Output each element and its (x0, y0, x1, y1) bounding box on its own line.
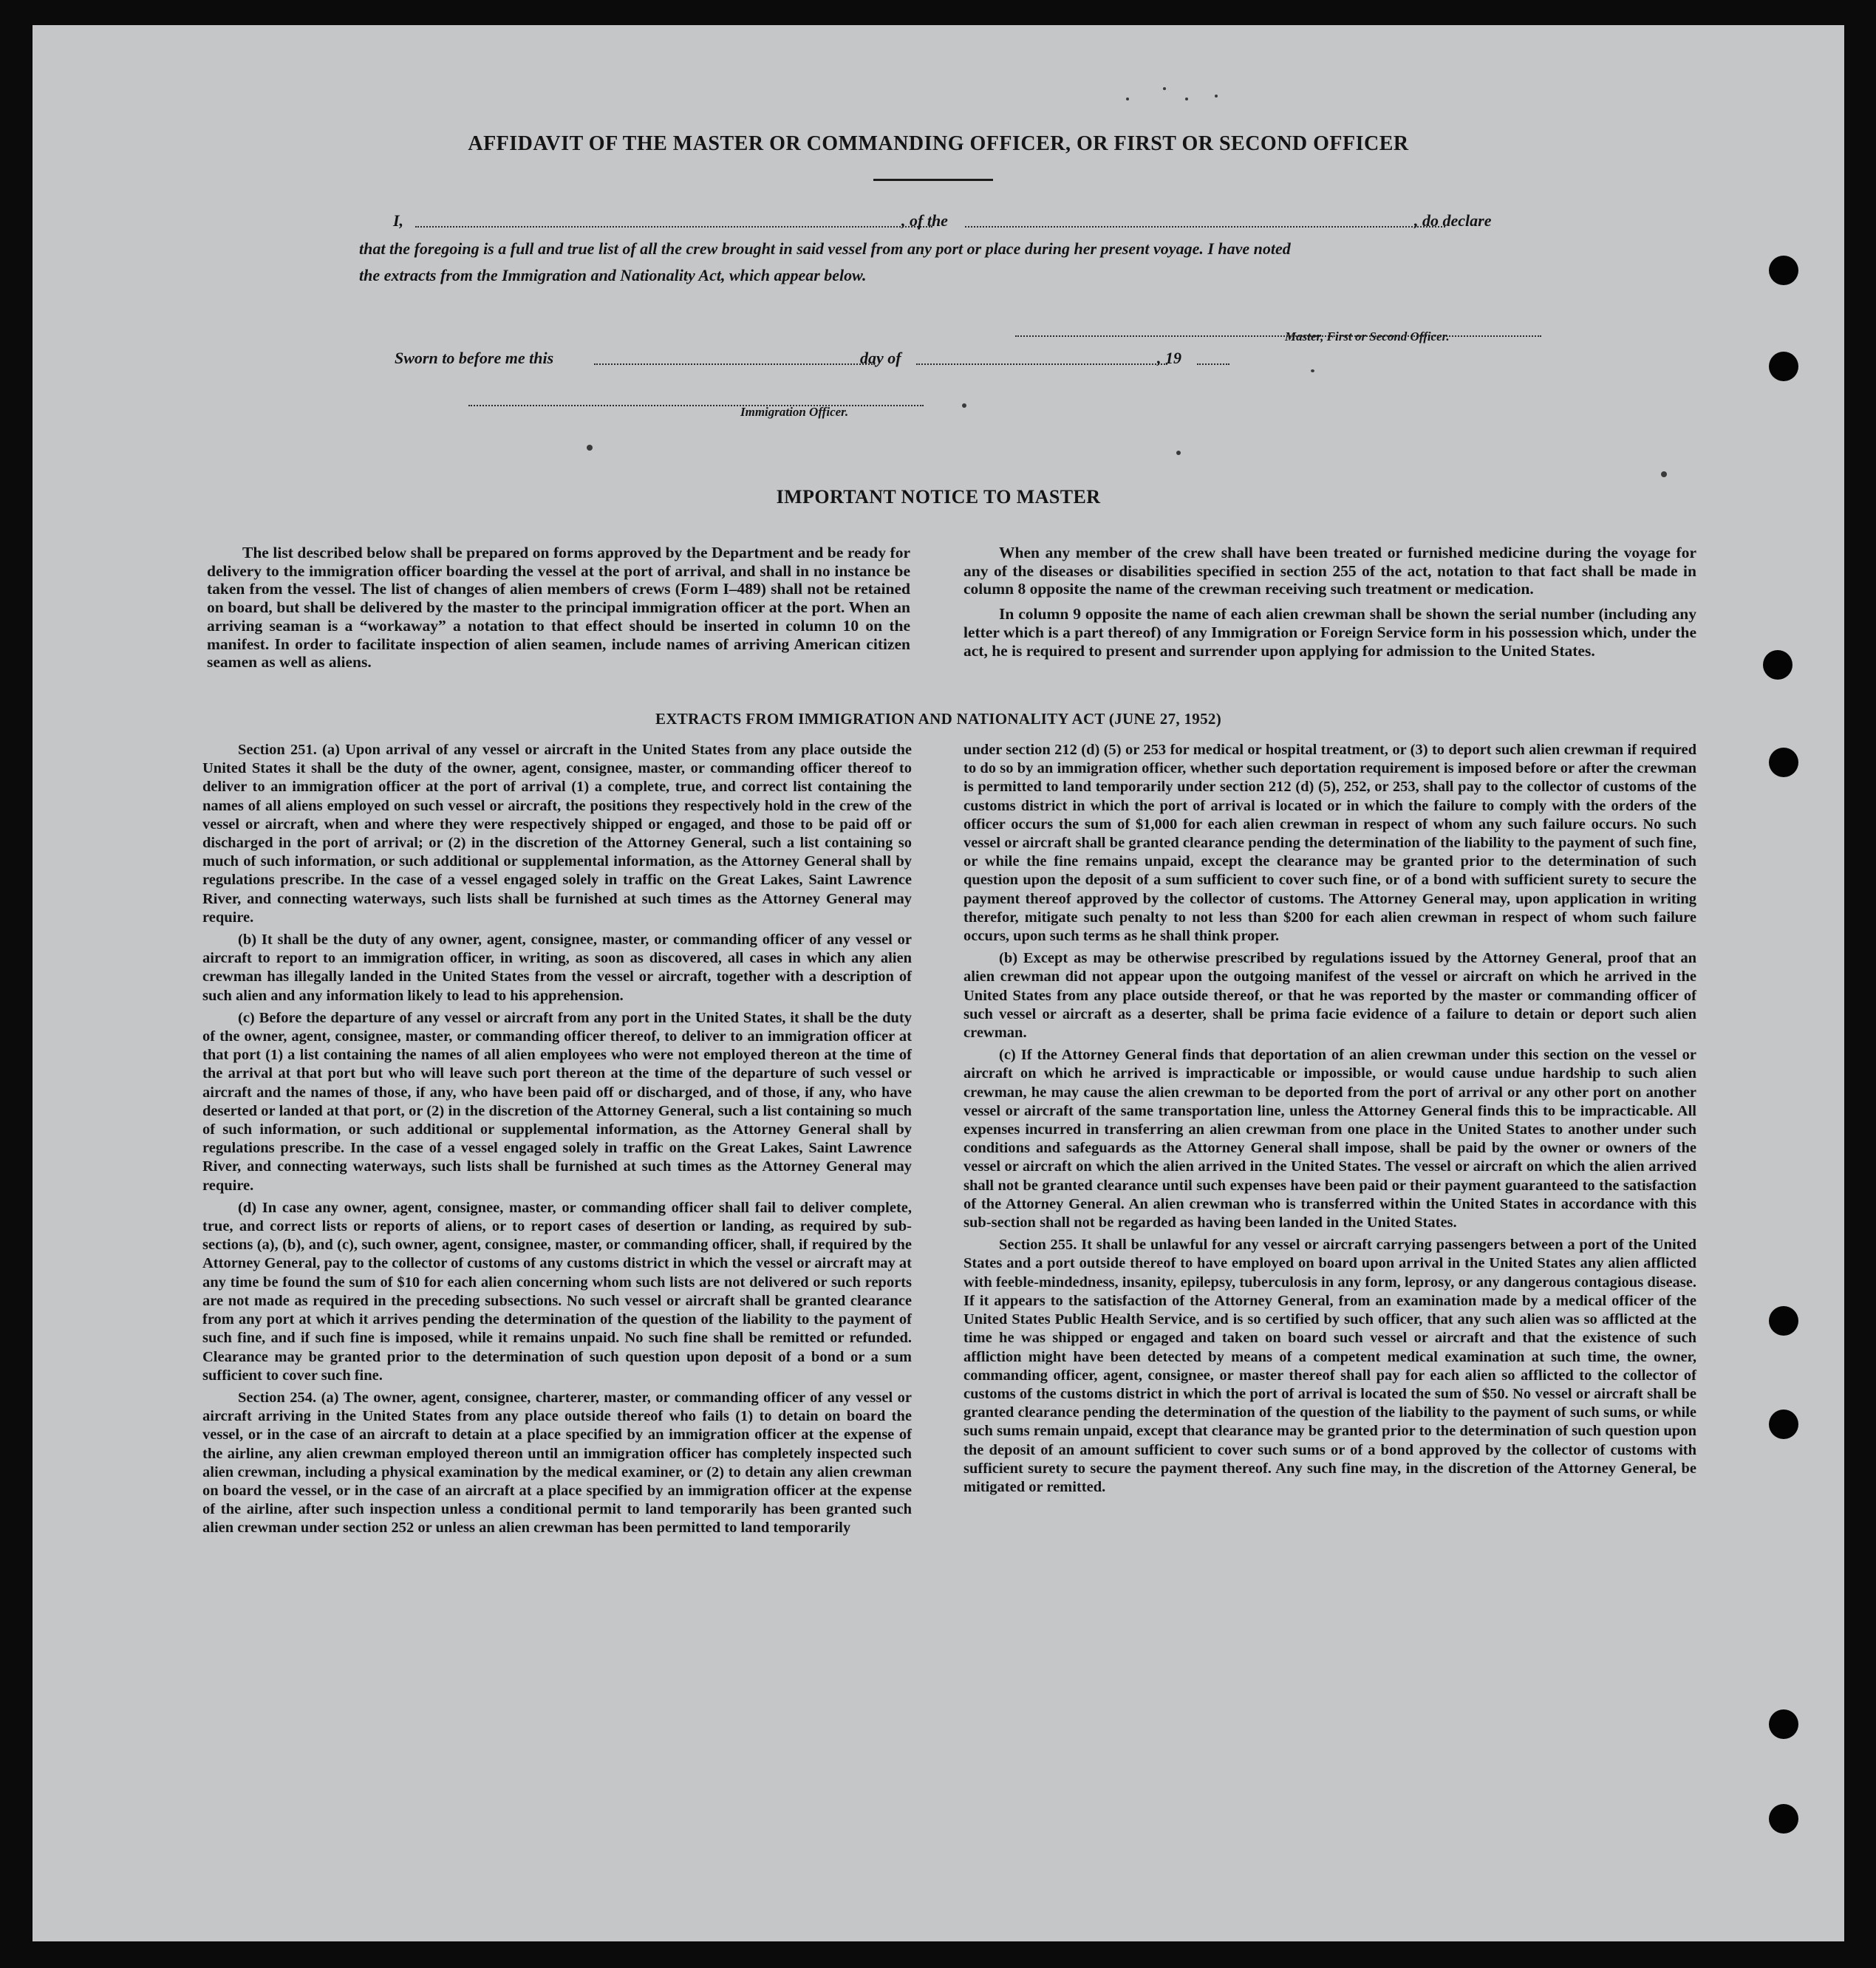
notice-left-column (207, 544, 910, 672)
section-254-c: (c) If the Attorney General finds that deportation of an alien crewman under this section on the vessel or aircraft on which he arrived is impracticable or impossible, or would cause undue hardship to such alien crewman, he may cause the alien crewman to be deported from the port of arrival or any other port on another vessel or aircraft of the same transportation line, unless the Attorney General finds this to be impracticable. All expenses incurred in transferring an alien crewman from one place in the United States to another under such conditions and safeguards as the Attorney General shall impose, shall be paid by the owner or owners of the vessel or aircraft on which the alien arrived in the United States. The vessel or aircraft on which the alien arrived shall not be granted clearance until such expenses have been paid or their payment guaranteed to the satisfaction of the Attorney General. An alien crewman who is transferred within the United States in accordance with this sub-section shall not be regarded as having been landed in the United States. (963, 1047, 1696, 1231)
extracts-right-column (963, 741, 1696, 1500)
section-251-c: (c) Before the departure of any vessel or aircraft from any port in the United States, it shall be the duty of the owner, agent, consignee, master, or commanding officer thereof, to deliver to an immigration officer at that port (1) a list containing the names of all alien employees who were not employed thereon at the time of the arrival at that port but who will leave such port thereon at the time of the departure of such vessel or aircraft and the names of those, if any, who have been paid off or discharged, and of those, if any, who have deserted or landed at that port, or (2) in the discretion of the Attorney General, such a list containing so much of such information, or such additional or supplemental information, as the Attorney General shall by regulations prescribe. In the case of a vessel engaged solely in traffic on the Great Lakes, Saint Lawrence River, and connecting waterways, such lists shall be furnished at such times as the Attorney General may require. (202, 1009, 912, 1194)
notice-right-column (963, 544, 1696, 660)
name-blank (415, 216, 932, 228)
notice-right-paragraph-2: In column 9 opposite the name of each alien crewman shall be shown the serial number (including any letter which is a part thereof) of any Immigration or Foreign Service form in his possession which, under the act, he is required to present and surrender upon applying for admission to the United States. (963, 605, 1696, 660)
document-page (33, 25, 1844, 1941)
punch-hole (1769, 256, 1798, 285)
sworn-label: Sworn to before me this (395, 349, 554, 367)
extracts-left-column (202, 741, 912, 1542)
declaration-of-the: , of the (901, 211, 948, 230)
section-251-a: Section 251. (a) Upon arrival of any vessel or aircraft in the United States from any place outside the United States it shall be the duty of the owner, agent, consignee, master, or commanding officer thereof to deliver to an immigration officer at the port of arrival (1) a complete, true, and correct list containing the names of all aliens employed on such vessel or aircraft, the positions they respectively hold in the crew of the vessel or aircraft, when and where they were respectively shipped or engaged, and those to be paid off or discharged in the port of arrival; or (2) in the discretion of the Attorney General, such a list containing so much of such information, or such additional or supplemental information, as the Attorney General shall by regulations prescribe. In the case of a vessel engaged solely in traffic on the Great Lakes, Saint Lawrence River, and connecting waterways, such lists shall be furnished at such times as the Attorney General may require. (202, 742, 912, 926)
declaration-line-2: that the foregoing is a full and true list of all the crew brought in said vessel from any port or place during her present voyage. I have noted (359, 239, 1291, 258)
section-254-a: Section 254. (a) The owner, agent, consignee, charterer, master, or commanding officer of any vessel or aircraft arriving in the United States from any place outside thereof who fails (1) to detain on board the vessel, or in the case of an aircraft to detain at a place specified by an immigration officer at the expense of the airline, any alien crewman employed thereon until an immigration officer has completely inspected such alien crewman, including a physical examination by the medical examiner, or (2) to detain any alien crewman on board the vessel, or in the case of an aircraft at a place specified by an immigration officer at the expense of the airline, after such inspection unless a conditional permit to land temporarily has been granted such alien crewman under section 252 or unless an alien crewman has been permitted to land temporarily (202, 1389, 912, 1537)
title-rule (873, 179, 993, 181)
vessel-blank (965, 216, 1445, 228)
section-254-b: (b) Except as may be otherwise prescribed by regulations issued by the Attorney General, proof that an alien crewman did not appear upon the outgoing manifest of the vessel or aircraft on which he arrived in the United States from any place outside thereof, or that he was reported by the master or commanding officer of such vessel or aircraft as a deserter, shall be prima facie evidence of a failure to detain or deport such alien crewman. (963, 950, 1696, 1042)
master-signature-label: Master, First or Second Officer. (1285, 329, 1450, 344)
day-blank (594, 353, 875, 365)
punch-hole (1769, 1410, 1798, 1439)
section-255: Section 255. It shall be unlawful for any vessel or aircraft carrying passengers between a port of the United States and a port outside thereof to have employed on board upon arrival in the United States any alien afflicted with feeble-mindedness, insanity, epilepsy, tuberculosis in any form, leprosy, or any dangerous contagious disease. If it appears to the satisfaction of the Attorney General, from an examination made by a medical officer of the United States Public Health Service, and is so certified by such officer, that any such alien was so afflicted at the time he was shipped or engaged and taken on board such vessel or aircraft and that the existence of such affliction might have been detected by means of a competent medical examination at such time, the owner, commanding officer, agent, consignee, or master thereof shall pay for each alien so afflicted to the collector of customs of the customs district in which the port of arrival is located the sum of $50. No vessel or aircraft shall be granted clearance pending the determination of the question of the liability to the payment of such sums, or while such sums remain unpaid, except that clearance may be granted prior to the determination of such question upon the deposit of an amount sufficient to cover such sums or of a bond approved by the collector of customs with sufficient surety to secure the payment thereof. Any such fine may, in the discretion of the Attorney General, be mitigated or remitted. (963, 1237, 1696, 1495)
declaration-do-declare: , do declare (1414, 211, 1492, 230)
punch-hole (1769, 748, 1798, 777)
scan-speck (1311, 369, 1314, 372)
punch-hole (1769, 1804, 1798, 1834)
day-of-label: day of (860, 349, 901, 367)
section-254-a-continued: under section 212 (d) (5) or 253 for medical or hospital treatment, or (3) to deport such alien crewman if required to do so by an immigration officer, whether such deportation requirement is imposed before or after the crewman is permitted to land temporarily under section 212 (d) (5), 252, or 253, shall pay to the collector of customs of the customs district in which the port of arrival is located or in which the failure to comply with the orders of the officer occurs the sum of $1,000 for each alien crewman in respect of whom any such failure occurs. No such vessel or aircraft shall be granted clearance pending the determination of the liability to the payment of such fine, or while the fine remains unpaid, except the clearance may be granted prior to the determination of such question upon the deposit of a sum sufficient to cover such fine, or of a bond with sufficient surety to secure the payment thereof approved by the collector of customs. The Attorney General may, upon application in writing therefor, mitigate such penalty to not less than $200 for each alien crewman in respect of whom such failure occurs, upon such terms as he shall think proper. (963, 742, 1696, 945)
affidavit-title: AFFIDAVIT OF THE MASTER OR COMMANDING OFFICER, OR FIRST OR SECOND OFFICER (468, 132, 1409, 155)
section-251-b: (b) It shall be the duty of any owner, agent, consignee, master, or commanding officer of any vessel or aircraft to report to an immigration officer, in writing, as soon as discovered, all cases in which any alien crewman has illegally landed in the United States from the vessel or aircraft, together with a description of such alien and any information likely to lead to his apprehension. (202, 932, 912, 1004)
scan-speck (1661, 471, 1667, 477)
scan-speck (1185, 98, 1188, 100)
notice-title: IMPORTANT NOTICE TO MASTER (776, 486, 1101, 508)
scan-speck (1176, 451, 1181, 455)
declaration-i-label: I, (393, 211, 404, 230)
punch-hole (1769, 1306, 1798, 1336)
punch-hole (1763, 650, 1793, 680)
scan-speck (1163, 87, 1166, 90)
notice-left-paragraph: The list described below shall be prepared on forms approved by the Department and be ready for delivery to the immigration officer boarding the vessel at the port of arrival, and shall in no instance be taken from the vessel. The list of changes of alien members of crews (Form I–489) shall not be retained on board, but shall be delivered by the master to the principal immigration officer at the port. When an arriving seaman is a “workaway” a notation to that effect should be inserted in column 10 on the manifest. In order to facilitate inspection of alien seamen, include names of arriving American citizen seamen as well as aliens. (207, 544, 910, 672)
scan-speck (1215, 95, 1218, 98)
punch-hole (1769, 352, 1798, 381)
scan-speck (1126, 98, 1129, 100)
declaration-line-3: the extracts from the Immigration and Nationality Act, which appear below. (359, 266, 867, 284)
notice-right-paragraph-1: When any member of the crew shall have been treated or furnished medicine during the voyage for any of the diseases or disabilities specified in section 255 of the act, notation to that fact shall be made in column 8 opposite the name of the crewman receiving such treatment or medication. (963, 544, 1696, 598)
punch-hole (1769, 1709, 1798, 1739)
immigration-officer-label: Immigration Officer. (740, 405, 849, 419)
immigration-officer-signature-line (468, 394, 924, 406)
year-prefix: , 19 (1157, 349, 1181, 367)
scan-speck (962, 403, 966, 408)
month-blank (916, 353, 1167, 365)
year-blank (1197, 353, 1229, 365)
section-251-d: (d) In case any owner, agent, consignee, master, or commanding officer shall fail to deliver complete, true, and correct lists or reports of aliens, or to report cases of desertion or landing, as required by sub-sections (a), (b), and (c), such owner, agent, consignee, master, or commanding officer, shall, if required by the Attorney General, pay to the collector of customs of any customs district in which the vessel or aircraft may at any time be found the sum of $10 for each alien concerning whom such lists are not delivered or such reports are not made as required in the preceding subsections. No such vessel or aircraft shall be granted clearance from any port at which it arrives pending the determination of the question of the liability to the payment of such fine, and if such fine is imposed, while it remains unpaid. No such fine shall be remitted or refunded. Clearance may be granted prior to the determination of such question upon deposit of a bond or a sum sufficient to cover such fine. (202, 1199, 912, 1384)
extracts-title: EXTRACTS FROM IMMIGRATION AND NATIONALITY ACT (JUNE 27, 1952) (655, 710, 1221, 728)
master-signature-line (1015, 325, 1541, 337)
scan-speck (587, 445, 593, 451)
